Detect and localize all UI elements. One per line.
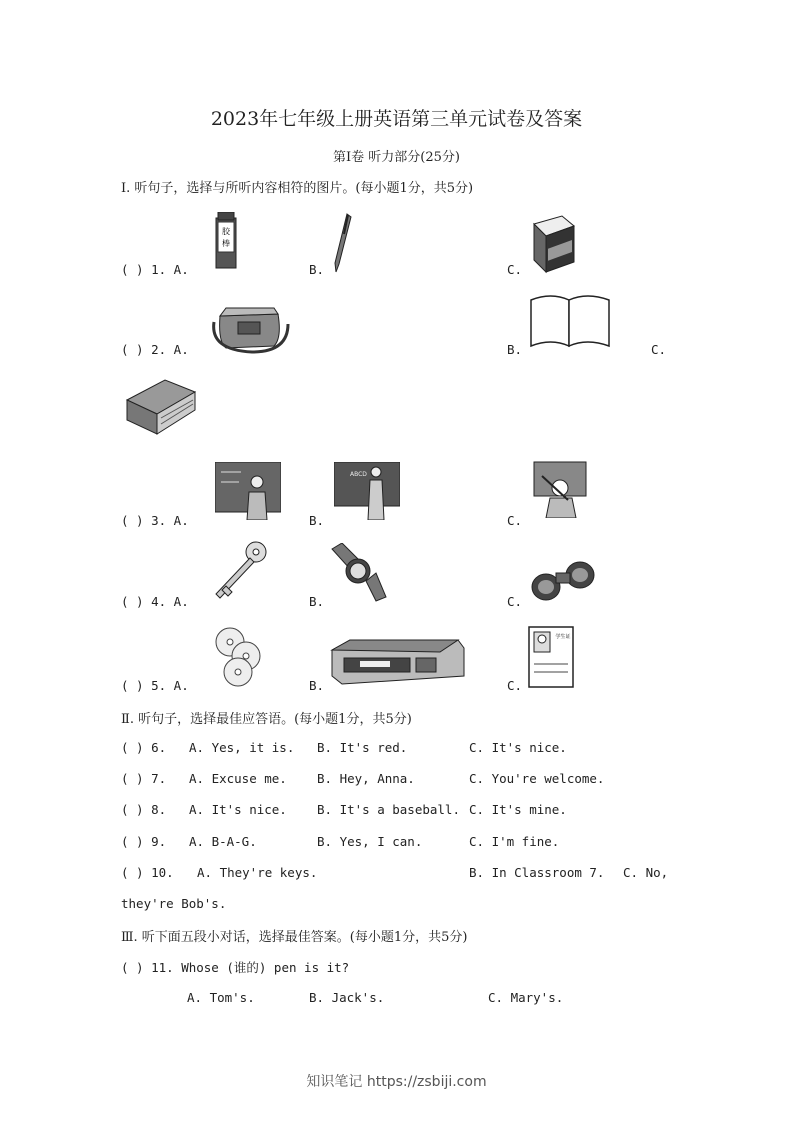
q3-number: ( ) 3. A.: [121, 513, 189, 528]
binoculars-image: [528, 553, 600, 603]
abcd-text: ABCD: [350, 471, 367, 478]
q1-number: ( ) 1. A.: [121, 262, 189, 277]
id-card-title: 学生证: [555, 634, 571, 640]
section1-heading: Ⅰ. 听句子，选择与所听内容相符的图片。(每小题1分，共5分): [121, 181, 474, 196]
q4-number: ( ) 4. A.: [121, 594, 189, 609]
q6-number: ( ) 6.: [121, 740, 167, 755]
q11-option-b: B. Jack's.: [309, 990, 385, 1005]
teacher-abcd-image: [334, 462, 400, 520]
q2-number: ( ) 2. A.: [121, 342, 189, 357]
q10-option-c: C. No,: [623, 865, 669, 880]
section3-heading: Ⅲ. 听下面五段小对话，选择最佳答案。(每小题1分，共5分): [121, 930, 468, 945]
bag-image: [212, 302, 290, 354]
q6-option-a: A. Yes, it is.: [189, 740, 295, 755]
eraser-image: [528, 212, 576, 274]
q7-option-c: C. You're welcome.: [469, 771, 605, 786]
q11-option-a: A. Tom's.: [187, 990, 255, 1005]
q6-option-b: B. It's red.: [317, 740, 408, 755]
q10-option-a: A. They're keys.: [197, 865, 318, 880]
q3-option-c: C.: [507, 513, 523, 528]
q9-option-b: B. Yes, I can.: [317, 834, 423, 849]
q7-option-a: A. Excuse me.: [189, 771, 287, 786]
glue-label-1: 胶: [222, 227, 230, 236]
q2-option-b: B.: [507, 342, 523, 357]
q8-option-b: B. It's a baseball.: [317, 802, 460, 817]
q8-option-c: C. It's mine.: [469, 802, 567, 817]
cds-image: [212, 626, 268, 688]
q1-option-c: C.: [507, 262, 523, 277]
section2-heading: Ⅱ. 听句子，选择最佳应答语。(每小题1分，共5分): [121, 712, 412, 727]
cd-player-image: [330, 636, 466, 688]
q7-option-b: B. Hey, Anna.: [317, 771, 415, 786]
id-card-image: [528, 626, 574, 688]
notebook-image: [527, 292, 613, 350]
q11-question: ( ) 11. Whose (谁的) pen is it?: [121, 960, 350, 975]
q10-number: ( ) 10.: [121, 865, 174, 880]
q9-option-c: C. I'm fine.: [469, 834, 560, 849]
page-title: 2023年七年级上册英语第三单元试卷及答案: [210, 108, 583, 130]
q5-option-c: C.: [507, 678, 523, 693]
q10-option-b: B. In Classroom 7.: [469, 865, 605, 880]
q7-number: ( ) 7.: [121, 771, 167, 786]
q6-option-c: C. It's nice.: [469, 740, 567, 755]
q8-option-a: A. It's nice.: [189, 802, 287, 817]
glue-label-2: 棒: [222, 239, 230, 248]
watch-image: [330, 543, 388, 603]
teacher-at-blackboard-image: [215, 462, 281, 520]
pen-image: [330, 212, 354, 274]
q5-option-b: B.: [309, 678, 325, 693]
q9-option-a: A. B-A-G.: [189, 834, 257, 849]
q5-number: ( ) 5. A.: [121, 678, 189, 693]
q4-option-c: C.: [507, 594, 523, 609]
q3-option-b: B.: [309, 513, 325, 528]
glue-stick-image: [214, 212, 238, 270]
key-image: [212, 540, 268, 602]
q1-option-b: B.: [309, 262, 325, 277]
teacher-pointing-image: [530, 460, 588, 518]
q10-option-c-continued: they're Bob's.: [121, 896, 227, 911]
q2-option-c: C.: [651, 342, 667, 357]
q11-option-c: C. Mary's.: [488, 990, 564, 1005]
section-subtitle: 第Ⅰ卷 听力部分(25分): [333, 150, 460, 165]
q8-number: ( ) 8.: [121, 802, 167, 817]
dictionary-image: [121, 376, 197, 438]
footer-watermark[interactable]: 知识笔记 https://zsbiji.com: [306, 1074, 487, 1090]
q4-option-b: B.: [309, 594, 325, 609]
q9-number: ( ) 9.: [121, 834, 167, 849]
